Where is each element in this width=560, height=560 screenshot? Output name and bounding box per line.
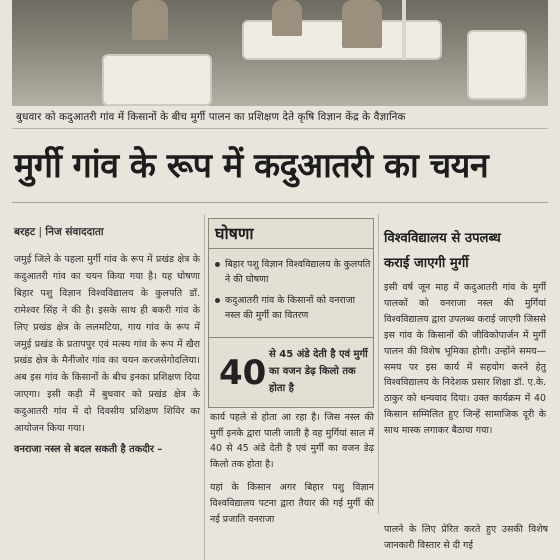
byline-reporter: निज संवाददाता — [45, 226, 104, 238]
egg-stat-text: से 45 अंडे देती है एवं मुर्गी का वजन डेढ़ किलो तक होता है — [269, 349, 368, 394]
column-divider — [204, 214, 205, 560]
column-divider — [378, 214, 379, 514]
article-column-2 — [210, 410, 374, 560]
article-continuation: पालने के लिए प्रेरित करते हुए उसकी विशेष जानकारी विस्तार से दी गई — [384, 524, 548, 551]
section-heading-line: कराई जाएगी मुर्गी — [384, 256, 469, 271]
byline-place: बरहट — [14, 226, 36, 238]
article-subhead: वनराजा नस्ल से बदल सकती है तकदीर – — [14, 443, 163, 455]
announcement-bullets — [215, 257, 371, 329]
person-shape — [342, 0, 382, 48]
person-shape — [272, 0, 302, 36]
article-body: जमुई जिले के पहला मुर्गी गांव के रूप में प्रखंड क्षेत्र के कदुआतरी गांव का चयन किया गया है। यह घोषणा बिहार पशु विज्ञान विश्वविद्यालय के कुलपति डॉ. रामेश्वर सिंह ने की है। इसके साथ ही बकरी गांव के लिए प्रखंड क्षेत्र के ललमटिया, गाय गांव के रूप में जमुई प्रखंड के प्रतापपुर एवं मत्स्य गांव के रूप में खैरा प्रखंड क्षेत्र के मैनीजोर गांव का चयन करजसेगोदलिया। अब इस गांव के किसानों के बीच इनका प्रशिक्षण दिया जाएगा। इसी कड़ी में बुधवार को प्रखंड क्षेत्र के कदुआतरी गांव में दो दिवसीय प्रशिक्षण शिविर का आयोजन किया गया। — [14, 254, 200, 435]
announcement-bullet: कदुआतरी गांव के किसानों को वनराजा नस्ल की मुर्गी का वितरण — [215, 293, 371, 323]
headline: मुर्गी गांव के रूप में कदुआतरी का चयन — [14, 146, 489, 186]
announcement-box — [208, 218, 374, 408]
article-column-1 — [14, 252, 200, 532]
pole-shape — [402, 0, 406, 60]
announcement-title: घोषणा — [209, 219, 373, 249]
chair-shape — [467, 30, 527, 100]
section-heading-line: विश्वविद्यालय से उपलब्ध — [384, 231, 501, 246]
announcement-bullet: बिहार पशु विज्ञान विश्वविद्यालय के कुलपति ने की घोषणा — [215, 257, 371, 287]
divider — [12, 202, 548, 203]
news-photo — [12, 0, 548, 106]
byline-separator: | — [35, 226, 46, 238]
divider — [12, 128, 548, 129]
egg-stat — [209, 337, 373, 407]
article-paragraph: यहां के किसान अगर बिहार पशु विज्ञान विश्वविद्यालय पटना द्वारा तैयार की गई मुर्गी की नई प्रजाति वनराजा — [210, 482, 374, 525]
chair-shape — [102, 54, 212, 106]
article-column-3: इसी वर्ष जून माह में कदुआतरी गांव के मुर्गी पालकों को वनराजा नस्ल की मुर्गियां विश्वविद्यालय द्वारा उपलब्ध कराई जाएगी जिससे इस गांव के किसानों की जीविकोपार्जन में मुर्गी पालन की विशेष भूमिका होगी। उन्होंने समय—समय पर इस कार्य में सहयोग करने हेतु विश्वविद्यालय के निदेशक प्रसार शिक्षा डॉ. ए.के. ठाकुर को धन्यवाद दिया। उक्त कार्यक्रम में 40 किसान सम्मिलित हुए जिन्हें सामाजिक दूरी के साथ मास्क लगाकर बैठाया गया। — [384, 282, 546, 437]
section-heading — [384, 226, 546, 276]
egg-stat-number: 40 — [219, 353, 267, 393]
article-paragraph: कार्य पहले से होता आ रहा है। जिस नस्ल की मुर्गी इनके द्वारा पाली जाती है वह मुर्गियां साल में 40 से 45 अंडे देती है एवं मुर्गी का वजन डेढ़ किलो तक होता है। — [210, 412, 374, 470]
byline — [14, 222, 199, 242]
photo-caption: बुधवार को कदुआतरी गांव में किसानों के बीच मुर्गी पालन का प्रशिक्षण देते कृषि विज्ञान केंद्र के वैज्ञानिक — [16, 111, 406, 123]
person-shape — [132, 0, 168, 40]
